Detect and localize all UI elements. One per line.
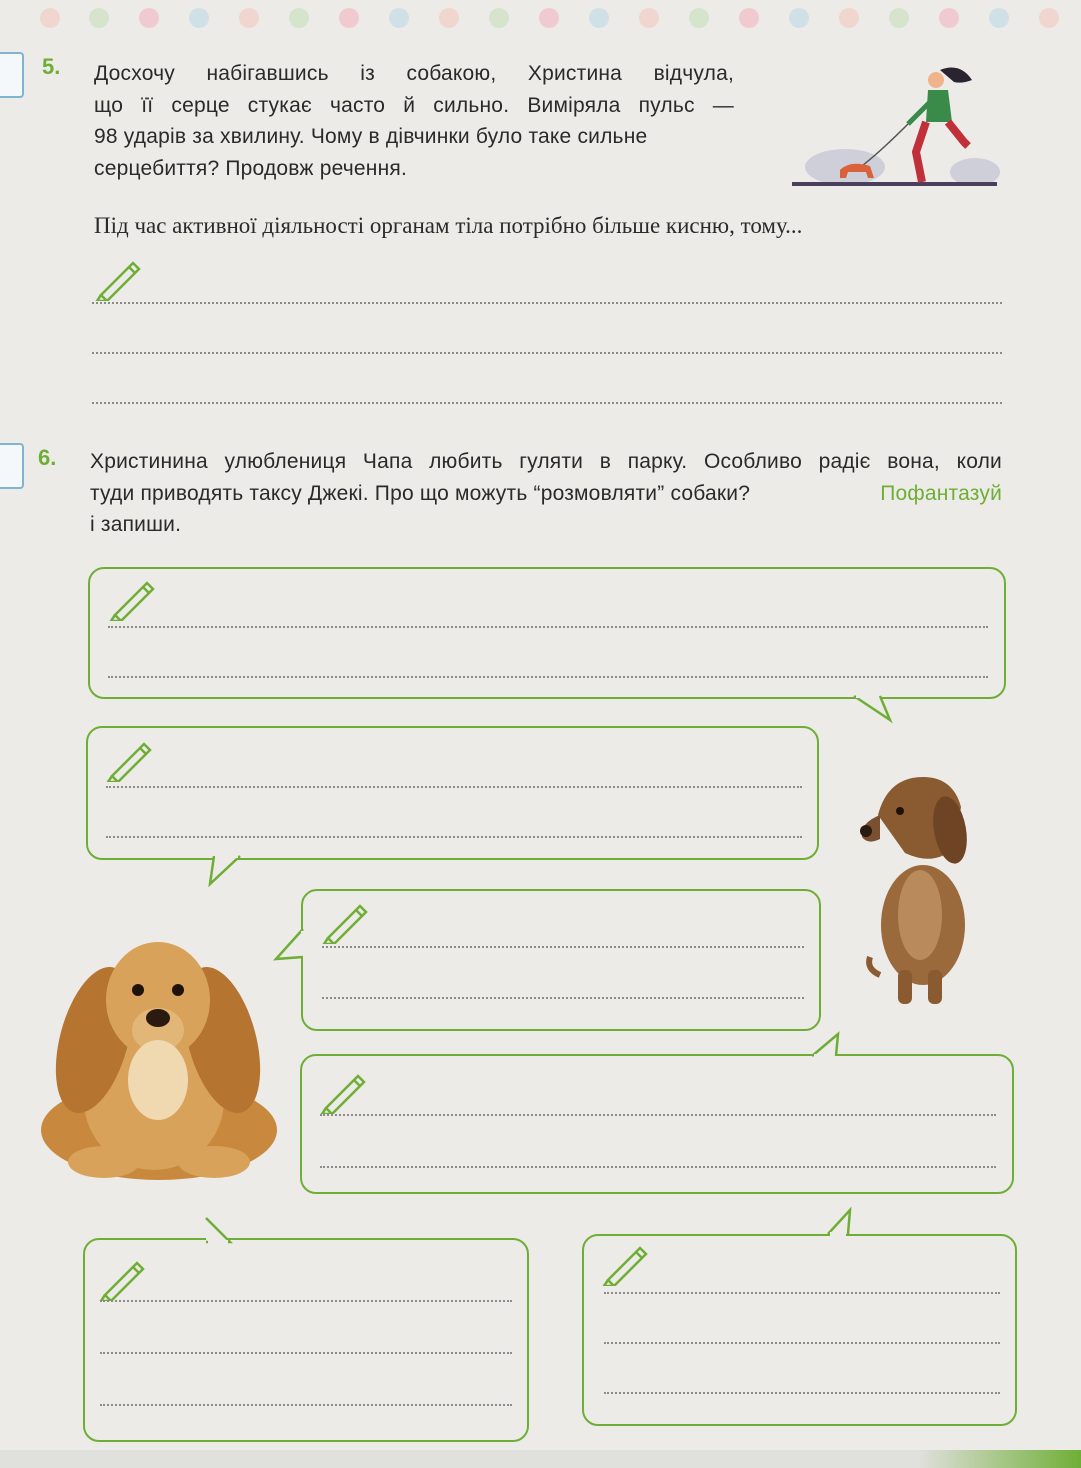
pencil-icon (93, 255, 143, 301)
bottom-band (0, 1450, 1081, 1468)
speech-bubble (83, 1238, 529, 1442)
answer-line[interactable] (322, 946, 804, 948)
answer-line[interactable] (108, 626, 988, 628)
answer-line[interactable] (92, 352, 1002, 354)
answer-line[interactable] (604, 1342, 1000, 1344)
task-icon (0, 443, 24, 489)
answer-line[interactable] (100, 1404, 512, 1406)
task-icon (0, 52, 24, 98)
task5-text: Досхочу набігавшись із собакою, Христина відчула, що її серце стукає часто й сильно. Виміряла пульс — 98 ударів за хвилину. Чому в дівчинки було таке сильне серцебиття? Продовж речення. (94, 62, 734, 180)
answer-line[interactable] (106, 836, 802, 838)
bubble-tail (200, 1216, 240, 1246)
spaniel-dog-icon (34, 930, 284, 1190)
pencil-icon (104, 736, 154, 782)
pencil-icon (107, 575, 157, 621)
speech-bubble (301, 889, 821, 1031)
answer-line[interactable] (92, 402, 1002, 404)
bubble-tail (850, 696, 900, 724)
speech-bubble (86, 726, 819, 860)
answer-line[interactable] (322, 997, 804, 999)
answer-line[interactable] (604, 1392, 1000, 1394)
answer-line[interactable] (106, 786, 802, 788)
answer-line[interactable] (100, 1300, 512, 1302)
bubble-tail (808, 1030, 848, 1060)
task-number-6: 6. (38, 445, 57, 470)
answer-line[interactable] (320, 1166, 996, 1168)
pencil-icon (318, 1068, 368, 1114)
task6-text: Христинина улюблениця Чапа любить гуляти в парку. Особливо радіє вона, коли туди приводять таксу Джекі. Про що можуть “розмовляти” собаки? Пофантазуй і запиши. (90, 450, 1002, 536)
pencil-icon (320, 898, 370, 944)
pencil-icon (600, 1240, 650, 1286)
bubble-tail (200, 856, 250, 888)
speech-bubble (88, 567, 1006, 699)
pencil-icon (97, 1255, 147, 1301)
answer-line[interactable] (92, 302, 1002, 304)
answer-line[interactable] (604, 1292, 1000, 1294)
decorative-dots (0, 0, 1081, 40)
answer-line[interactable] (100, 1352, 512, 1354)
bubble-tail (824, 1206, 860, 1238)
girl-running-with-dog-icon (790, 62, 1000, 190)
task5-prompt: Під час активної діяльності органам тіла потрібно більше кисню, тому... (94, 213, 803, 238)
dachshund-dog-icon (858, 775, 998, 1015)
task-number-5: 5. (42, 54, 61, 79)
answer-line[interactable] (108, 676, 988, 678)
speech-bubble (300, 1054, 1014, 1194)
answer-line[interactable] (320, 1114, 996, 1116)
